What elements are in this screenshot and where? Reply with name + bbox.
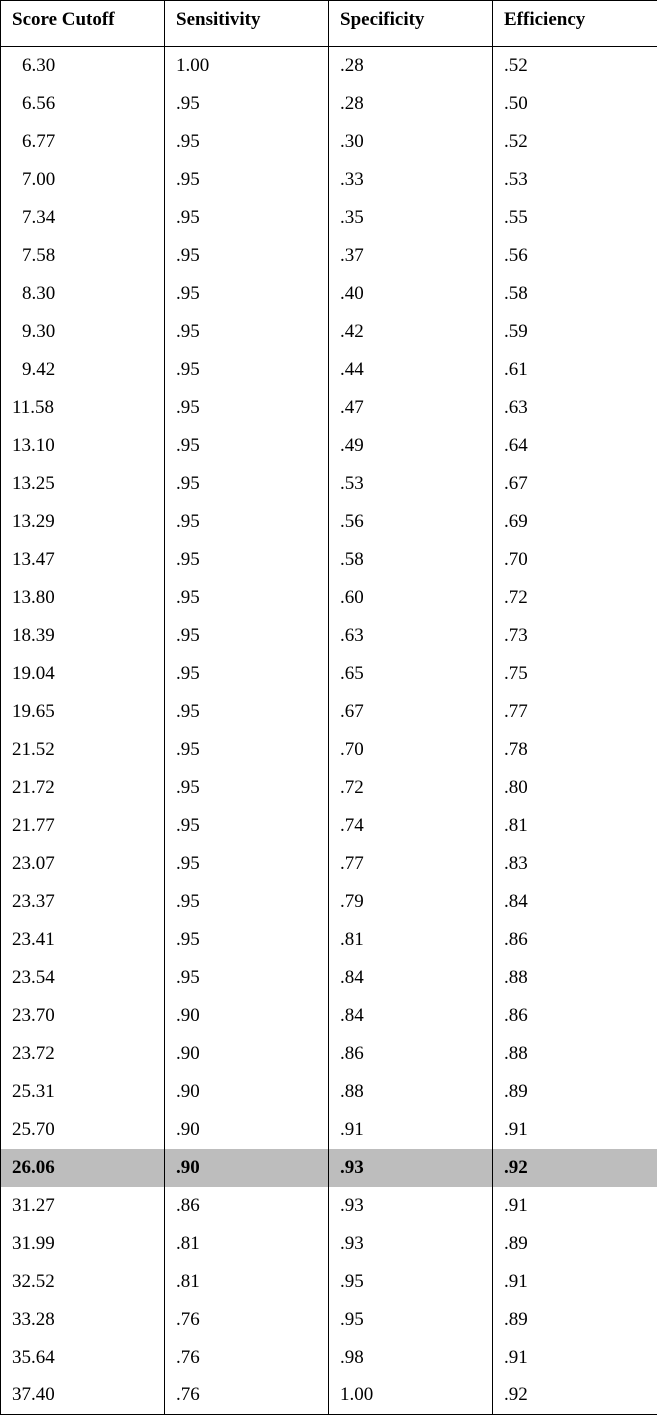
table-row [1, 769, 657, 807]
cell-specificity: .98 [329, 1339, 493, 1377]
cell-sensitivity: .95 [165, 541, 329, 579]
cell-score-cutoff: 13.25 [1, 465, 165, 503]
cell-specificity: .91 [329, 1111, 493, 1149]
cell-specificity: .63 [329, 617, 493, 655]
cell-specificity: .81 [329, 921, 493, 959]
cell-efficiency: .88 [493, 959, 657, 997]
cell-efficiency: .89 [493, 1073, 657, 1111]
table-row [1, 237, 657, 275]
cell-specificity: .67 [329, 693, 493, 731]
cell-specificity: .93 [329, 1149, 493, 1187]
cell-score-cutoff: 32.52 [1, 1263, 165, 1301]
cell-score-cutoff: 37.40 [1, 1377, 165, 1415]
cell-specificity: .93 [329, 1187, 493, 1225]
cell-specificity: .44 [329, 351, 493, 389]
cell-specificity: .30 [329, 123, 493, 161]
cell-score-cutoff: 8.30 [1, 275, 165, 313]
cell-efficiency: .67 [493, 465, 657, 503]
cell-specificity: .58 [329, 541, 493, 579]
table-row [1, 389, 657, 427]
cell-sensitivity: .95 [165, 313, 329, 351]
cell-efficiency: .91 [493, 1339, 657, 1377]
cell-specificity: .95 [329, 1263, 493, 1301]
cell-efficiency: .89 [493, 1301, 657, 1339]
cell-score-cutoff: 21.77 [1, 807, 165, 845]
cell-score-cutoff: 31.99 [1, 1225, 165, 1263]
cell-score-cutoff: 23.70 [1, 997, 165, 1035]
table-row [1, 1187, 657, 1225]
table-row [1, 1073, 657, 1111]
cell-sensitivity: .90 [165, 1111, 329, 1149]
cell-sensitivity: .95 [165, 465, 329, 503]
table-row [1, 807, 657, 845]
cell-efficiency: .80 [493, 769, 657, 807]
cell-specificity: .35 [329, 199, 493, 237]
table-row [1, 123, 657, 161]
cell-efficiency: .53 [493, 161, 657, 199]
cell-score-cutoff: 21.52 [1, 731, 165, 769]
cell-score-cutoff: 18.39 [1, 617, 165, 655]
cell-score-cutoff: 6.30 [1, 47, 165, 85]
table-row [1, 1035, 657, 1073]
cell-sensitivity: .90 [165, 1073, 329, 1111]
cell-specificity: .56 [329, 503, 493, 541]
cell-sensitivity: .95 [165, 275, 329, 313]
cell-specificity: .33 [329, 161, 493, 199]
cell-score-cutoff: 6.77 [1, 123, 165, 161]
cell-specificity: .95 [329, 1301, 493, 1339]
cell-efficiency: .73 [493, 617, 657, 655]
cell-efficiency: .70 [493, 541, 657, 579]
cell-specificity: .37 [329, 237, 493, 275]
cell-sensitivity: .95 [165, 693, 329, 731]
cell-efficiency: .61 [493, 351, 657, 389]
cell-efficiency: .83 [493, 845, 657, 883]
cell-sensitivity: .76 [165, 1339, 329, 1377]
cell-score-cutoff: 35.64 [1, 1339, 165, 1377]
cell-score-cutoff: 25.70 [1, 1111, 165, 1149]
cell-efficiency: .52 [493, 47, 657, 85]
cell-specificity: .70 [329, 731, 493, 769]
table-row [1, 541, 657, 579]
cell-specificity: .86 [329, 1035, 493, 1073]
cell-score-cutoff: 31.27 [1, 1187, 165, 1225]
table-row [1, 351, 657, 389]
cell-score-cutoff: 26.06 [1, 1149, 165, 1187]
cell-efficiency: .92 [493, 1377, 657, 1415]
table-row [1, 883, 657, 921]
cell-sensitivity: .95 [165, 883, 329, 921]
cell-score-cutoff: 23.07 [1, 845, 165, 883]
cell-specificity: .28 [329, 85, 493, 123]
cell-efficiency: .78 [493, 731, 657, 769]
table-row [1, 731, 657, 769]
cell-efficiency: .77 [493, 693, 657, 731]
cell-efficiency: .69 [493, 503, 657, 541]
cell-sensitivity: .95 [165, 237, 329, 275]
table-row [1, 47, 657, 85]
cell-sensitivity: .95 [165, 921, 329, 959]
header-sensitivity: Sensitivity [165, 1, 329, 47]
cell-score-cutoff: 23.41 [1, 921, 165, 959]
cell-specificity: .40 [329, 275, 493, 313]
cell-specificity: 1.00 [329, 1377, 493, 1415]
cell-specificity: .79 [329, 883, 493, 921]
cell-score-cutoff: 13.80 [1, 579, 165, 617]
cell-score-cutoff: 23.37 [1, 883, 165, 921]
table-row [1, 1149, 657, 1187]
table-row [1, 845, 657, 883]
cell-efficiency: .91 [493, 1111, 657, 1149]
table-row [1, 693, 657, 731]
cell-specificity: .77 [329, 845, 493, 883]
cell-specificity: .74 [329, 807, 493, 845]
cell-score-cutoff: 6.56 [1, 85, 165, 123]
cell-sensitivity: .95 [165, 807, 329, 845]
cell-score-cutoff: 13.47 [1, 541, 165, 579]
cell-sensitivity: .95 [165, 123, 329, 161]
cell-sensitivity: .95 [165, 769, 329, 807]
table-body [1, 47, 657, 1415]
cell-efficiency: .63 [493, 389, 657, 427]
cell-specificity: .84 [329, 959, 493, 997]
cell-efficiency: .56 [493, 237, 657, 275]
table-row [1, 275, 657, 313]
cell-efficiency: .92 [493, 1149, 657, 1187]
cell-efficiency: .58 [493, 275, 657, 313]
table-row [1, 503, 657, 541]
cell-efficiency: .72 [493, 579, 657, 617]
cell-sensitivity: .95 [165, 427, 329, 465]
cell-score-cutoff: 19.65 [1, 693, 165, 731]
cell-sensitivity: .76 [165, 1377, 329, 1415]
table-row [1, 85, 657, 123]
cell-score-cutoff: 7.00 [1, 161, 165, 199]
cell-sensitivity: .81 [165, 1263, 329, 1301]
cell-efficiency: .50 [493, 85, 657, 123]
table-row [1, 997, 657, 1035]
table-row [1, 1377, 657, 1415]
cell-sensitivity: .95 [165, 655, 329, 693]
cell-sensitivity: .95 [165, 85, 329, 123]
cell-score-cutoff: 25.31 [1, 1073, 165, 1111]
table-row [1, 617, 657, 655]
cell-score-cutoff: 9.42 [1, 351, 165, 389]
header-efficiency: Efficiency [493, 1, 657, 47]
cell-efficiency: .52 [493, 123, 657, 161]
table-row [1, 161, 657, 199]
table-row [1, 427, 657, 465]
cell-sensitivity: .95 [165, 161, 329, 199]
cell-sensitivity: .95 [165, 845, 329, 883]
cell-specificity: .53 [329, 465, 493, 503]
cell-efficiency: .64 [493, 427, 657, 465]
cell-sensitivity: .95 [165, 579, 329, 617]
table-row [1, 921, 657, 959]
cell-specificity: .47 [329, 389, 493, 427]
cell-specificity: .49 [329, 427, 493, 465]
table-row [1, 1225, 657, 1263]
cell-sensitivity: .90 [165, 1149, 329, 1187]
cell-specificity: .84 [329, 997, 493, 1035]
cell-sensitivity: .86 [165, 1187, 329, 1225]
cell-sensitivity: .95 [165, 389, 329, 427]
table-row [1, 313, 657, 351]
cell-efficiency: .81 [493, 807, 657, 845]
cell-efficiency: .59 [493, 313, 657, 351]
cell-sensitivity: .76 [165, 1301, 329, 1339]
cell-specificity: .60 [329, 579, 493, 617]
cell-score-cutoff: 13.29 [1, 503, 165, 541]
table-row [1, 465, 657, 503]
cell-score-cutoff: 21.72 [1, 769, 165, 807]
cell-score-cutoff: 9.30 [1, 313, 165, 351]
cell-specificity: .93 [329, 1225, 493, 1263]
cell-efficiency: .86 [493, 921, 657, 959]
cell-specificity: .42 [329, 313, 493, 351]
cell-sensitivity: 1.00 [165, 47, 329, 85]
cell-efficiency: .88 [493, 1035, 657, 1073]
cell-score-cutoff: 13.10 [1, 427, 165, 465]
cell-score-cutoff: 11.58 [1, 389, 165, 427]
cell-specificity: .88 [329, 1073, 493, 1111]
header-specificity: Specificity [329, 1, 493, 47]
cell-efficiency: .84 [493, 883, 657, 921]
cell-efficiency: .89 [493, 1225, 657, 1263]
cell-sensitivity: .90 [165, 1035, 329, 1073]
header-score-cutoff: Score Cutoff [1, 1, 165, 47]
cell-score-cutoff: 23.54 [1, 959, 165, 997]
cell-efficiency: .55 [493, 199, 657, 237]
cell-efficiency: .91 [493, 1187, 657, 1225]
cell-sensitivity: .95 [165, 731, 329, 769]
table-row [1, 1339, 657, 1377]
cell-sensitivity: .95 [165, 199, 329, 237]
table-row [1, 199, 657, 237]
cell-sensitivity: .95 [165, 617, 329, 655]
cell-score-cutoff: 19.04 [1, 655, 165, 693]
table-row [1, 1111, 657, 1149]
table-row [1, 579, 657, 617]
cell-specificity: .72 [329, 769, 493, 807]
cell-sensitivity: .90 [165, 997, 329, 1035]
cell-score-cutoff: 7.34 [1, 199, 165, 237]
table-row [1, 1301, 657, 1339]
cell-sensitivity: .81 [165, 1225, 329, 1263]
cell-sensitivity: .95 [165, 503, 329, 541]
cell-sensitivity: .95 [165, 351, 329, 389]
cell-specificity: .28 [329, 47, 493, 85]
table-header-row [1, 1, 657, 47]
cell-score-cutoff: 33.28 [1, 1301, 165, 1339]
cell-specificity: .65 [329, 655, 493, 693]
cell-efficiency: .86 [493, 997, 657, 1035]
cell-efficiency: .91 [493, 1263, 657, 1301]
table-row [1, 959, 657, 997]
cell-sensitivity: .95 [165, 959, 329, 997]
cell-score-cutoff: 7.58 [1, 237, 165, 275]
cell-score-cutoff: 23.72 [1, 1035, 165, 1073]
cell-efficiency: .75 [493, 655, 657, 693]
table-row [1, 1263, 657, 1301]
table-row [1, 655, 657, 693]
